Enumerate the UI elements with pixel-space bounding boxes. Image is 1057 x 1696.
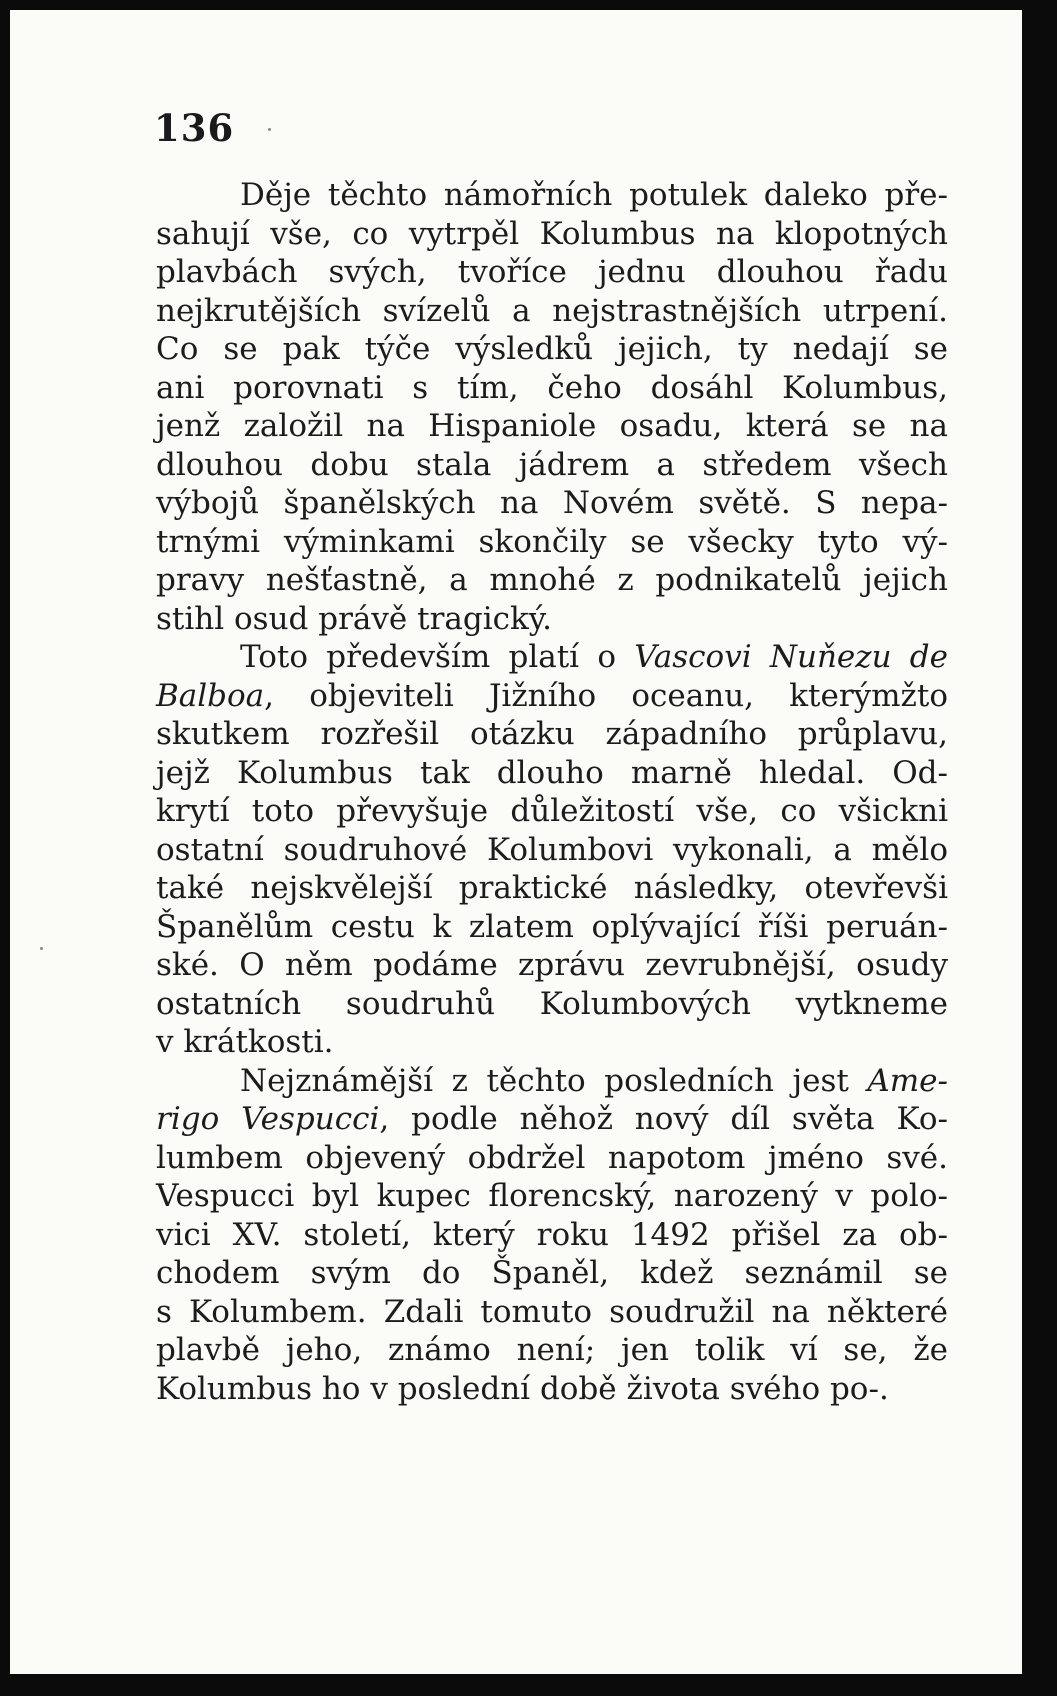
text-line	[156, 1216, 948, 1255]
text-run: jenž založil na Hispaniole osadu, která se na	[156, 408, 948, 444]
text-run: nejkrutějších svízelů a nejstrastnějších utrpení.	[156, 292, 948, 329]
text-run: ostatních soudruhů Kolumbových vytkneme	[156, 985, 948, 1022]
text-run: v krátkosti.	[156, 1024, 334, 1060]
text-line	[156, 985, 948, 1024]
text-run: pravy nešťastně, a mnohé z podnikatelů jejich	[156, 562, 948, 598]
text-line	[156, 792, 948, 831]
text-run: lumbem objevený obdržel napotom jméno své.	[156, 1139, 948, 1176]
text-run: ostatní soudruhové Kolumbovi vykonali, a mělo	[156, 831, 948, 868]
page-number: 136	[154, 106, 235, 150]
text-line	[156, 561, 948, 600]
text-line	[156, 600, 948, 639]
text-run: Co se pak týče výsledků jejich, ty nedají se	[156, 331, 948, 367]
text-line	[156, 831, 948, 870]
text-line	[156, 677, 948, 716]
print-speck	[268, 128, 271, 131]
text-line	[156, 1100, 948, 1139]
text-line	[156, 176, 948, 215]
text-line	[156, 369, 948, 408]
text-run: trnými výminkami skončily se všecky tyto vý-	[156, 523, 948, 560]
text-run: Španělům cestu k zlatem oplývající říši peruán-	[156, 908, 948, 945]
text-line	[156, 446, 948, 485]
text-run: výbojů španělských na Novém světě. S nepa-	[156, 485, 948, 521]
text-run: jejž Kolumbus tak dlouho marně hledal. Od-	[156, 754, 948, 791]
text-line	[156, 1023, 948, 1062]
text-line	[156, 330, 948, 369]
text-line	[156, 215, 948, 254]
text-line	[156, 869, 948, 908]
text-run: také nejskvělejší praktické následky, otevřevši	[156, 870, 948, 906]
text-run: Nejznámější z těchto posledních jest	[240, 1062, 868, 1099]
text-line	[156, 523, 948, 562]
text-run: , podle něhož nový díl světa Ko-	[379, 1101, 948, 1137]
text-run: krytí toto převyšuje důležitostí vše, co všickni	[156, 793, 948, 829]
text-line	[156, 1293, 948, 1332]
text-run: s Kolumbem. Zdali tomuto soudružil na některé	[156, 1293, 948, 1330]
text-run: skutkem rozřešil otázku západního průplavu,	[156, 716, 948, 752]
text-run: Děje těchto námořních potulek daleko pře-	[240, 177, 948, 213]
text-line	[156, 1177, 948, 1216]
text-run: chodem svým do Španěl, kdež seznámil se	[156, 1255, 948, 1291]
body-text	[156, 176, 948, 1408]
text-run: vici XV. století, který roku 1492 přišel za ob-	[156, 1216, 948, 1253]
text-line	[156, 754, 948, 793]
text-run: ské. O něm podáme zprávu zevrubnější, osudy	[156, 947, 948, 983]
text-run: Toto především platí o	[240, 639, 635, 675]
text-line	[156, 638, 948, 677]
text-line	[156, 484, 948, 523]
text-line	[156, 292, 948, 331]
text-run: plavbě jeho, známo není; jen tolik ví se, že	[156, 1332, 948, 1368]
text-run: sahují vše, co vytrpěl Kolumbus na klopotných	[156, 215, 948, 252]
text-line	[156, 1062, 948, 1101]
text-run: ani porovnati s tím, čeho dosáhl Kolumbus,	[156, 369, 948, 406]
text-line	[156, 407, 948, 446]
book-page	[10, 10, 1022, 1674]
italic-name: Balboa	[156, 677, 265, 714]
text-line	[156, 908, 948, 947]
italic-name: Ame-	[867, 1062, 948, 1099]
text-run: , objeviteli Jižního oceanu, kterýmžto	[264, 677, 948, 714]
italic-name: rigo Vespucci	[156, 1101, 380, 1137]
text-run: stihl osud právě tragický.	[156, 600, 553, 637]
text-line	[156, 1139, 948, 1178]
text-line	[156, 1254, 948, 1293]
text-line	[156, 946, 948, 985]
text-line	[156, 253, 948, 292]
text-run: dlouhou dobu stala jádrem a středem všech	[156, 446, 948, 483]
text-run: plavbách svých, tvoříce jednu dlouhou řadu	[156, 254, 948, 290]
italic-name: Vascovi Nuňezu de	[634, 639, 948, 675]
print-speck	[40, 947, 43, 950]
text-line	[156, 715, 948, 754]
text-run: Kolumbus ho v poslední době života svého po-.	[156, 1370, 889, 1407]
text-run: Vespucci byl kupec florencský, narozený v polo-	[156, 1178, 948, 1214]
text-line	[156, 1331, 948, 1370]
text-line	[156, 1370, 948, 1409]
